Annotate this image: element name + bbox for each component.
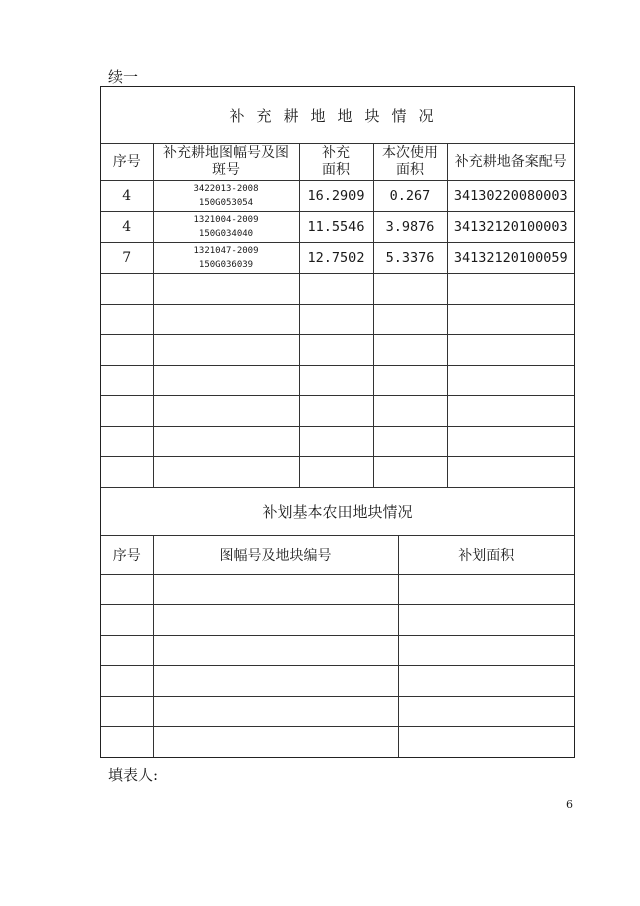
empty-row xyxy=(101,666,574,697)
table-row xyxy=(101,181,574,212)
header-seq: 序号 xyxy=(101,535,153,574)
header-area: 补划面积 xyxy=(398,535,574,574)
supplement-header-row xyxy=(101,144,574,181)
row-area: 16.2909 xyxy=(299,181,373,212)
empty-row xyxy=(101,304,574,335)
row-seq: 7 xyxy=(101,243,153,274)
filler-label: 填表人: xyxy=(108,766,159,784)
empty-row xyxy=(101,426,574,457)
empty-row xyxy=(101,696,574,727)
empty-row xyxy=(101,635,574,666)
row-used: 0.267 xyxy=(373,181,447,212)
row-map-code: 3422013-2008 150G053054 xyxy=(153,181,299,212)
supplement-title: 补充耕地地块情况 xyxy=(101,87,574,144)
row-map-code: 1321004-2009 150G034040 xyxy=(153,212,299,243)
farmland-title: 补划基本农田地块情况 xyxy=(101,488,574,536)
empty-row xyxy=(101,274,574,305)
page-number: 6 xyxy=(566,798,573,811)
row-map-code: 1321047-2009 150G036039 xyxy=(153,243,299,274)
header-used: 本次使用面积 xyxy=(373,144,447,181)
supplement-table xyxy=(101,87,574,488)
empty-row xyxy=(101,335,574,366)
row-record: 34132120100059 xyxy=(447,243,574,274)
empty-row xyxy=(101,365,574,396)
row-area: 12.7502 xyxy=(299,243,373,274)
empty-row xyxy=(101,457,574,488)
table-row xyxy=(101,212,574,243)
row-area: 11.5546 xyxy=(299,212,373,243)
header-map: 图幅号及地块编号 xyxy=(153,535,398,574)
header-record: 补充耕地备案配号 xyxy=(447,144,574,181)
empty-row xyxy=(101,574,574,605)
farmland-header-row xyxy=(101,535,574,574)
header-area: 补充面积 xyxy=(299,144,373,181)
row-used: 3.9876 xyxy=(373,212,447,243)
form-frame xyxy=(100,86,575,758)
row-seq: 4 xyxy=(101,181,153,212)
table-row xyxy=(101,243,574,274)
empty-row xyxy=(101,727,574,758)
farmland-table xyxy=(101,488,574,758)
empty-row xyxy=(101,605,574,636)
row-record: 34130220080003 xyxy=(447,181,574,212)
row-used: 5.3376 xyxy=(373,243,447,274)
header-seq: 序号 xyxy=(101,144,153,181)
row-seq: 4 xyxy=(101,212,153,243)
empty-row xyxy=(101,396,574,427)
row-record: 34132120100003 xyxy=(447,212,574,243)
continued-label: 续一 xyxy=(108,68,139,86)
header-map: 补充耕地图幅号及图斑号 xyxy=(153,144,299,181)
